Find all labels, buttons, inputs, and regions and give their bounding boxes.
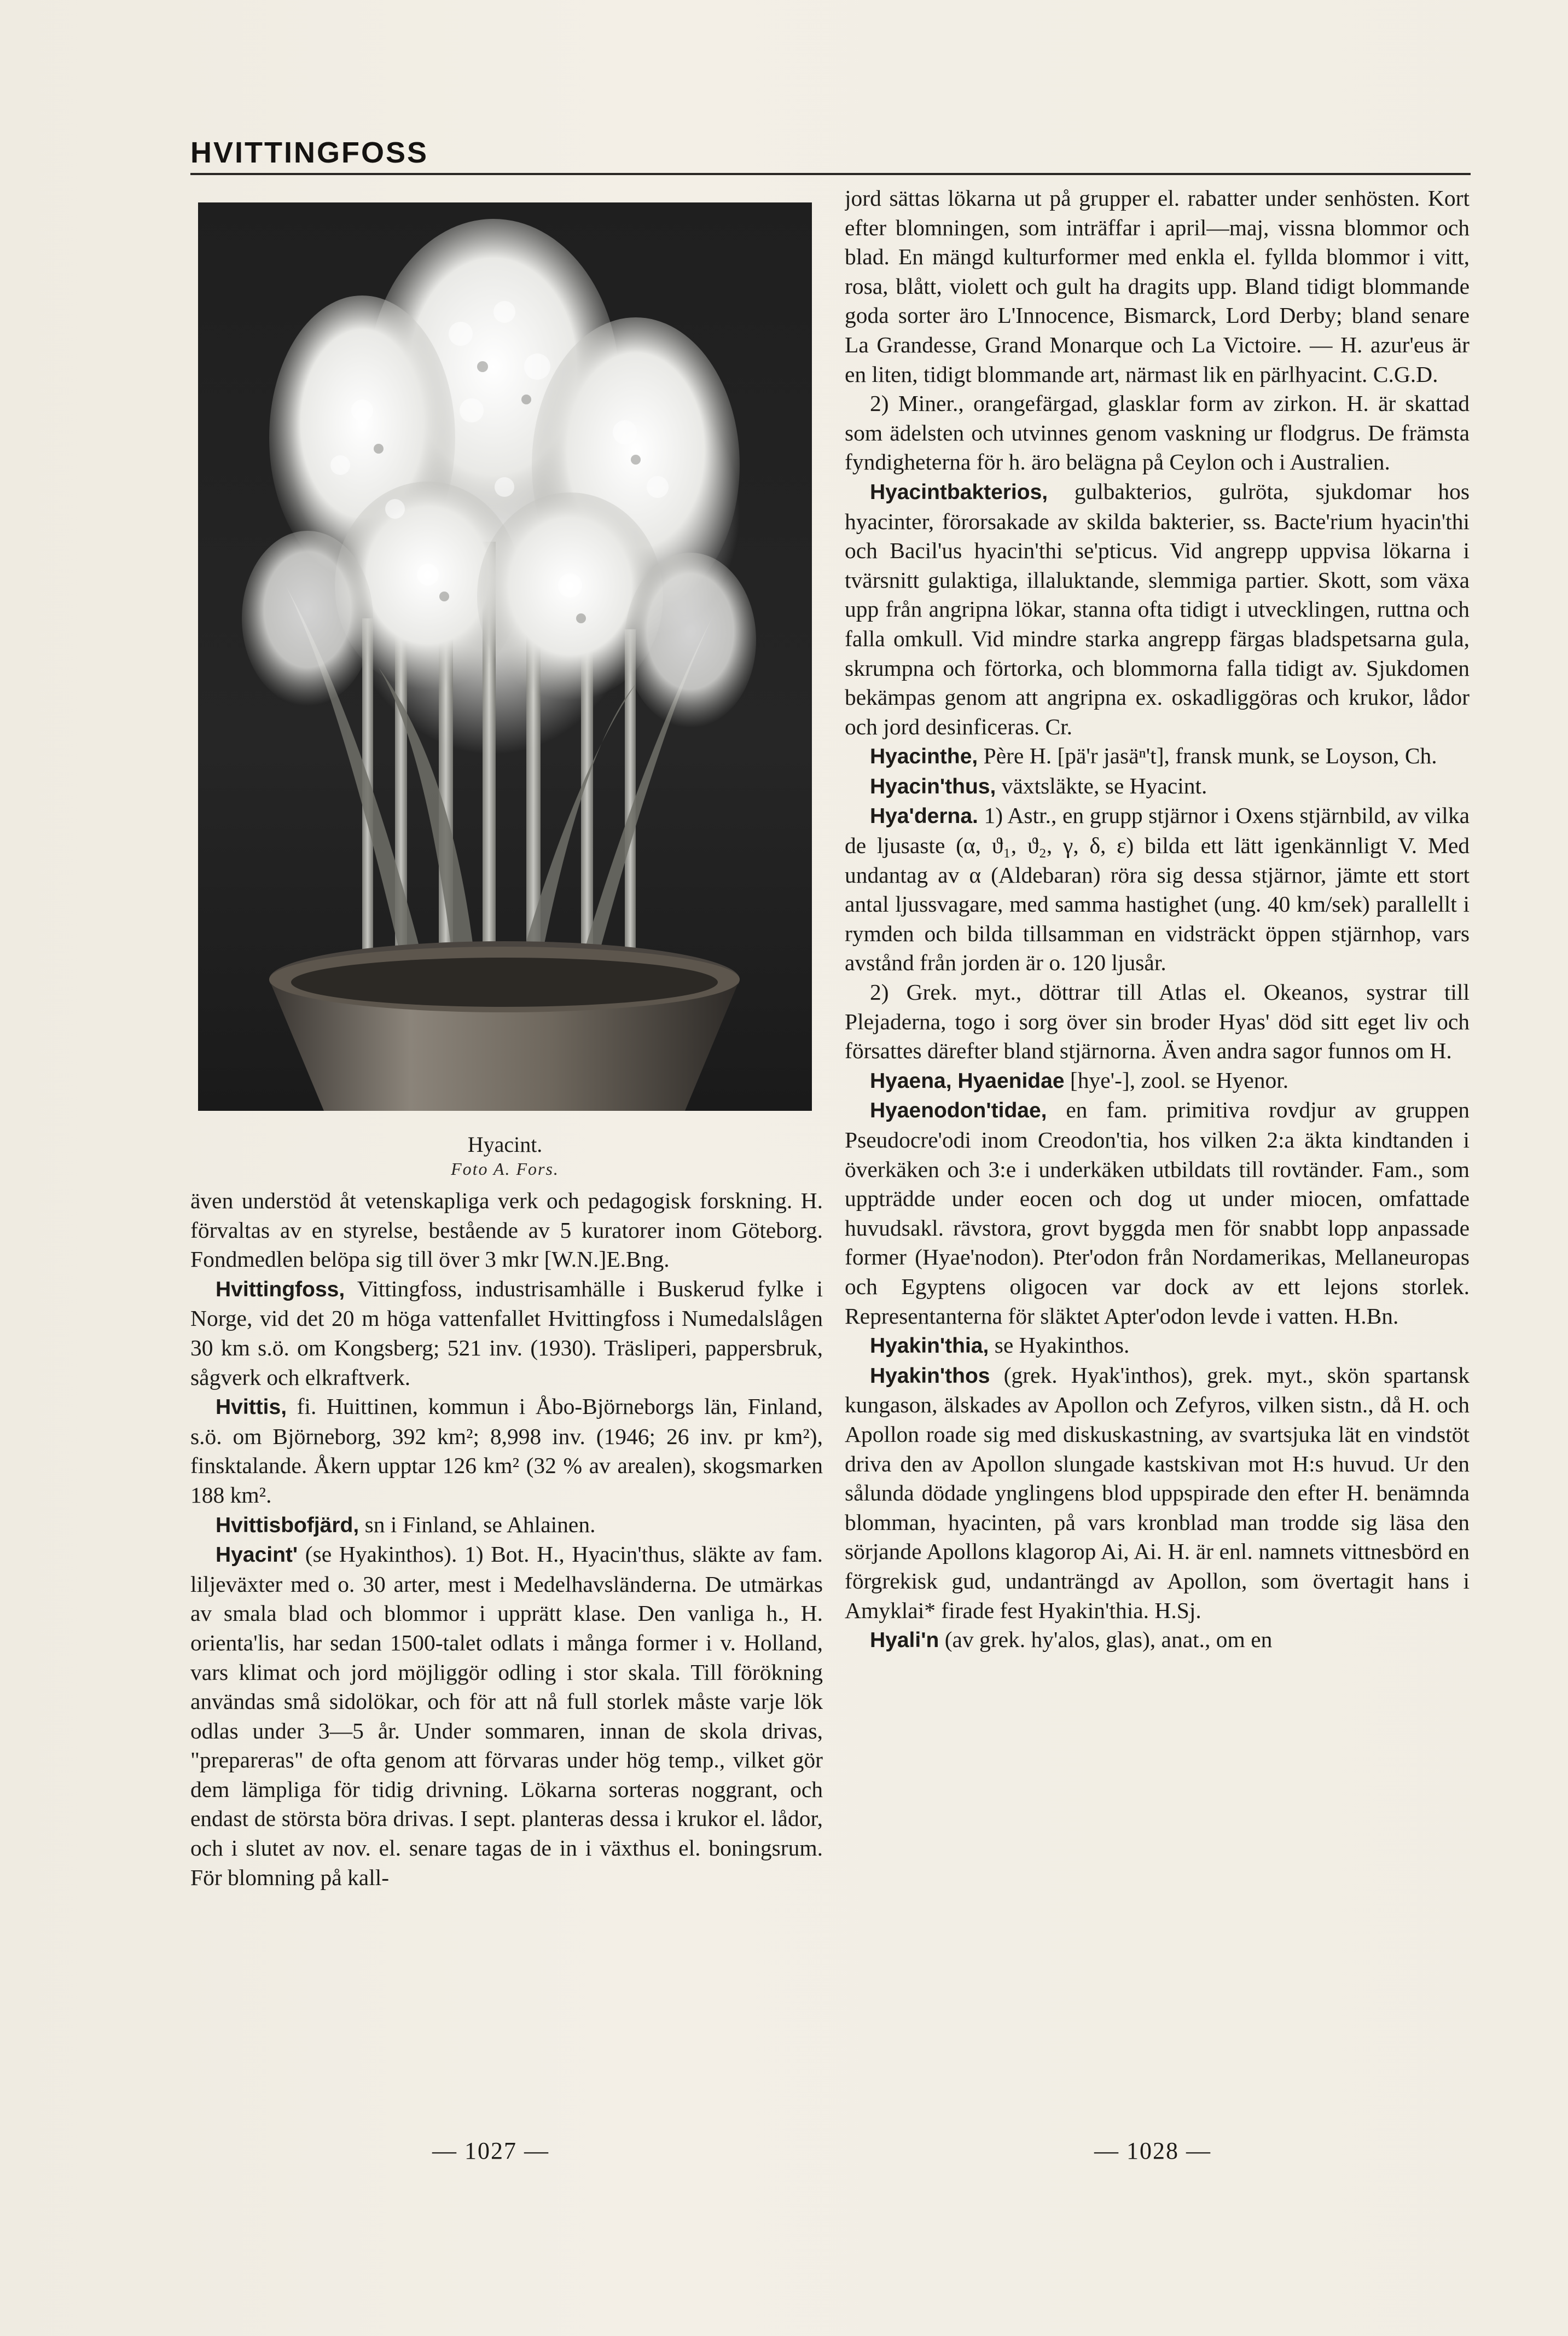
entry-headword: Hyaena, Hyaenidae bbox=[870, 1069, 1065, 1093]
entry bbox=[845, 1361, 1470, 1625]
left-column bbox=[190, 1186, 823, 2106]
entry-body: Vittingfoss, industrisamhälle i Buskerud fylke i Norge, vid det 20 m höga vattenfallet Hvittingfoss i Numedalslågen 30 km s.ö. om Kongsberg; 521 inv. (1930). Träsliperi, pappersbruk, sågverk och elkraftverk. bbox=[190, 1276, 823, 1390]
entry bbox=[190, 1510, 823, 1540]
entry-headword: Hya'derna. bbox=[870, 804, 978, 828]
entry-headword: Hyakin'thia, bbox=[870, 1334, 989, 1358]
hyacinth-photo bbox=[198, 202, 812, 1111]
running-header bbox=[190, 136, 1471, 175]
right-column bbox=[845, 184, 1470, 2099]
entry-headword: Hyacinthe, bbox=[870, 745, 978, 769]
entry-body: fi. Huittinen, kommun i Åbo-Björneborgs län, Finland, s.ö. om Björneborg, 392 km²; 8,998 inv. (1946; 26 inv. pr km²), finsktalande. Åkern upptar 126 km² (32 % av arealen), skogsmarken 188 km². bbox=[190, 1394, 823, 1508]
entry bbox=[190, 1274, 823, 1392]
entry-text: även understöd åt vetenskapliga verk och pedagogisk forskning. H. förvaltas av en styrelse, bestående av 5 kuratorer inom Göteborg. Fondmedlen belöpa sig till över 3 mkr [W.N.]E.Bng. bbox=[190, 1188, 823, 1272]
figure-caption: Hyacint. bbox=[467, 1132, 543, 1157]
entry-headword: Hyacint' bbox=[216, 1543, 298, 1567]
entry bbox=[845, 801, 1470, 978]
header-title: HVITTINGFOSS bbox=[190, 136, 429, 169]
entry-body: 1) Astr., en grupp stjärnor i Oxens stjärnbild, av vilka de ljusaste (α, ϑ₁, ϑ₂, γ, δ, ε) bilda ett lätt igenkännligt V. Med undantag av α (Aldebaran) röra sig dessa stjärnor, jämte ett stort antal ljussvagare, med samma hastighet (ung. 40 km/sek) parallellt i rymden och bilda tillsamman en vidsträckt öppen stjärnhop, vars avstånd från jorden är o. 120 ljusår. bbox=[845, 803, 1470, 976]
page-number-left: — 1027 — bbox=[432, 2137, 549, 2164]
entry-body: (grek. Hyak'inthos), grek. myt., skön spartansk kungason, älskades av Apollon och Zefyros, vilken sistn., då H. och Apollon roade sig med diskuskastning, av svartsjuka lät en vindstöt driva den av Apollon slungade kastskivan mot H:s huvud. Ur den sålunda dödade ynglingens blod uppspirade den efter H. benämnda blomman, hyacinten, på vars kronblad man trodde sig läsa den sörjande Apollons klagorop Ai, Ai. H. är enl. namnets vittnesbörd en förgrekisk gud, undanträngd av Apollon, som övertagit hans i Amyklai* firade fest Hyakin'thia. H.Sj. bbox=[845, 1362, 1470, 1623]
entry bbox=[845, 1095, 1470, 1331]
entry-headword: Hyacin'thus, bbox=[870, 774, 996, 798]
entry-body: (se Hyakinthos). 1) Bot. H., Hyacin'thus, släkte av fam. liljeväxter med o. 30 arter, mest i Medelhavsländerna. De utmärkas av smala blad och blommor i upprätt klase. Den vanliga h., H. orienta'lis, har sedan 1500-talet odlats i många former i v. Holland, vars klimat och jord möjliggör odling i stor skala. Till förökning användas små sidolökar, och för att nå full storlek måste varje lök odlas under 3—5 år. Under sommaren, innan de skola drivas, "prepareras" de ofta genom att förvaras under hög temp., vilket gör dem lämpliga för tidig drivning. Lökarna sorteras noggrant, och endast de största böra drivas. I sept. planteras dessa i krukor el. lådor, och i slutet av nov. el. senare tagas de in i växthus el. boningsrum. För blomning på kall- bbox=[190, 1541, 823, 1890]
entry-headword: Hvittingfoss, bbox=[216, 1277, 345, 1301]
entry-body: Père H. [pä'r jasäⁿ't], fransk munk, se Loyson, Ch. bbox=[978, 743, 1437, 769]
entry-body: (av grek. hy'alos, glas), anat., om en bbox=[939, 1627, 1273, 1653]
hyacinth-illustration bbox=[198, 202, 812, 1111]
entry-headword: Hyaenodon'tidae, bbox=[870, 1099, 1047, 1123]
page-number-right: — 1028 — bbox=[1094, 2137, 1211, 2164]
entry bbox=[845, 477, 1470, 741]
entry-headword: Hvittisbofjärd, bbox=[216, 1513, 359, 1537]
entry-body: sn i Finland, se Ahlainen. bbox=[359, 1511, 596, 1537]
entry-body: en fam. primitiva rovdjur av gruppen Pseudocre'odi inom Creodon'tia, hos vilken 2:a äkta kindtanden i överkäken och 3:e i underkäken utbildats till rovtänder. Fam., som uppträdde under eocen och dog ut under miocen, omfattade huvudsakl. rävstora, grovt byggda men för snabbt lopp anpassade former (Hyae'nodon). Pter'odon från Nordamerikas, Mellaneuropas och Egyptens oligocen var dock av ett lejons storlek. Representanterna för släktet Apter'odon levde i vatten. H.Bn. bbox=[845, 1097, 1470, 1329]
entry-body: [hye'-], zool. se Hyenor. bbox=[1064, 1067, 1289, 1093]
entry-body: se Hyakinthos. bbox=[989, 1332, 1130, 1358]
entry-text: 2) Miner., orangefärgad, glasklar form av zirkon. H. är skattad som ädelsten och utvinnes genom vaskning ur flodgrus. De främsta fyndigheterna för h. äro belägna på Ceylon och i Australien. bbox=[845, 391, 1470, 475]
entry-text: jord sättas lökarna ut på grupper el. rabatter under senhösten. Kort efter blomningen, som inträffar i april—maj, vissna blommor och blad. En mängd kulturformer med enkla el. fyllda blommor i vitt, rosa, blått, violett och gult ha dragits upp. Bland tidigt blommande goda sorter äro L'Innocence, Bismarck, Lord Derby; bland senare La Grandesse, Grand Monarque och La Victoire. — H. azur'eus är en liten, tidigt blommande art, närmast lik en pärlhyacint. C.G.D. bbox=[845, 186, 1470, 387]
entry bbox=[845, 741, 1470, 772]
entry-text: 2) Grek. myt., döttrar till Atlas el. Okeanos, systrar till Plejaderna, togo i sorg över sin broder Hyas' död sitt eget liv och försattes därefter bland stjärnorna. Även andra sagor funnos om H. bbox=[845, 979, 1470, 1064]
entry bbox=[190, 1540, 823, 1892]
entry bbox=[845, 1625, 1470, 1655]
entry bbox=[845, 772, 1470, 802]
entry-headword: Hyakin'thos bbox=[870, 1364, 990, 1388]
entry bbox=[845, 1331, 1470, 1361]
entry-body: gulbakterios, gulröta, sjukdomar hos hyacinter, förorsakade av skilda bakterier, ss. Bacte'rium hyacin'thi och Bacil'us hyacin'thi se'pticus. Vid angrepp uppvisa lökarna i tvärsnitt gulaktiga, illaluktande, slemmiga partier. Skott, som växa upp från angripna lökar, stanna ofta tidigt i utvecklingen, ruttna och falla omkull. Vid mindre starka angrepp färgas bladspetsarna gula, skrumpna och förtorka, och blommorna falla tidigt av. Sjukdomen bekämpas genom att angripna ex. oskadliggöras och krukor, lådor och jord desinficeras. Cr. bbox=[845, 478, 1470, 739]
entry bbox=[190, 1392, 823, 1510]
figure-credit: Foto A. Fors. bbox=[451, 1159, 559, 1179]
entry bbox=[845, 1066, 1470, 1096]
entry-headword: Hyali'n bbox=[870, 1628, 939, 1653]
entry-headword: Hyacintbakterios, bbox=[870, 480, 1048, 504]
entry-headword: Hvittis, bbox=[216, 1395, 287, 1419]
entry-body: växtsläkte, se Hyacint. bbox=[996, 773, 1207, 798]
